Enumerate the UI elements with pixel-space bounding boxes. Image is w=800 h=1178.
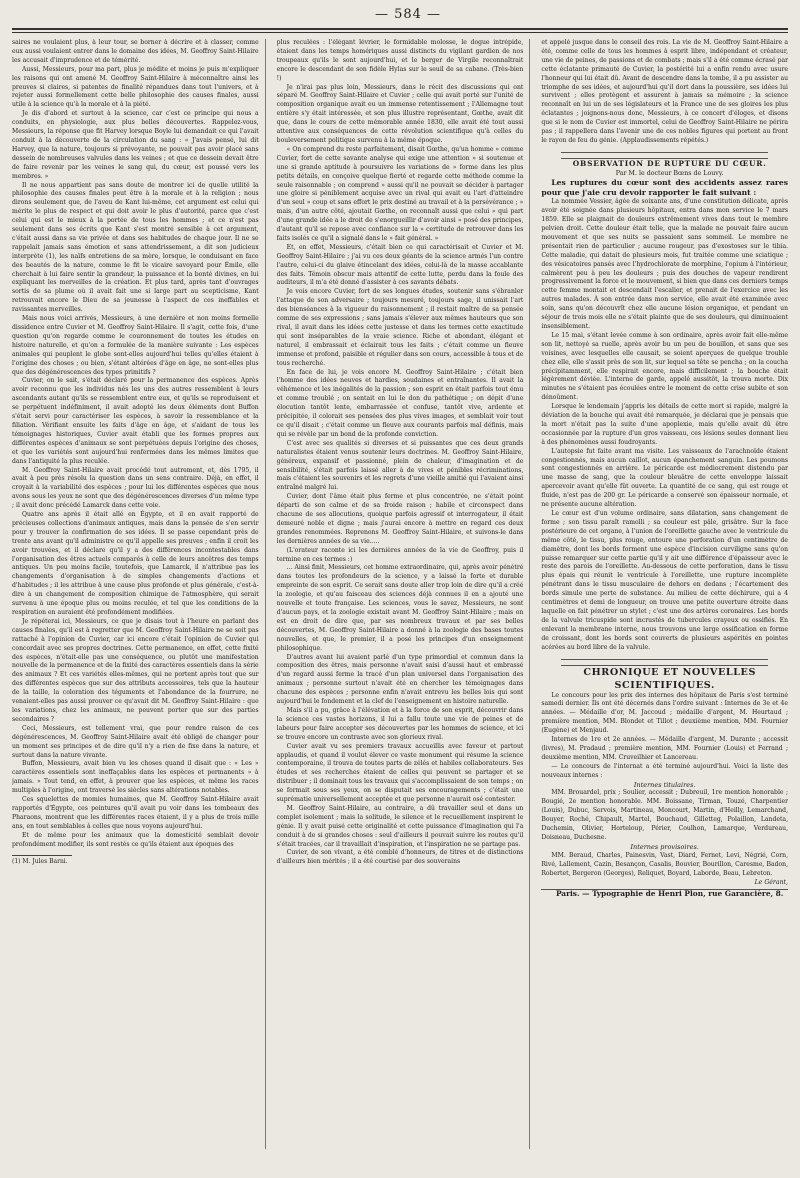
chronicle-title: CHRONIQUE ET NOUVELLES SCIENTIFIQUES. bbox=[583, 666, 756, 691]
header-rule bbox=[12, 28, 788, 33]
paragraph: Cuvier, on le sait, s'était déclaré pour la permanence des espèces. Après avoir reconnu que les individus nés les uns des autres ressemblent à leurs ascendants autant qu'ils se ressemblent entre eux, et qu'ils se reproduisent et se perpétuent indéfiniment, il avait adopté les deux éléments dont Buffon s'était servi pour caractériser les espèces, à savoir la ressemblance et la filiation. Vérifiant ensuite les faits d'âge en âge, et s'aidant de tous les témoignages historiques, Cuvier avait établi que les formes propres aux différentes espèces d'animaux se sont perpétuées depuis l'origine des choses, et que les variétés sont aujourd'hui renfermées dans les mêmes limites que dans l'antiquité la plus reculée. bbox=[12, 377, 259, 465]
paragraph: L'autopsie fut faite avant ma visite. Les vaisseaux de l'arachnoïde étaient congestionnés, mais aucun caillot, aucun épanchement sanguin. Les poumons sont congestionnés en arrière. Le péricarde est médiocrement distendu par une masse de sang, que la couleur bleuâtre de cette enveloppe laissait apercevoir avant qu'elle fût ouverte. La quantité de ce sang, qui est rouge et fluide, n'est pas de 200 gr. Le péricarde a conservé son épaisseur normale, et ne présente aucune altération. bbox=[541, 447, 788, 509]
paragraph: La nommée Vessier, âgée de soixante ans, d'une constitution délicate, après avoir été soignée dans plusieurs hôpitaux, entra dans mon service le 7 mars 1859. Elle se plaignait de douleurs extrêmement vives dans tout le membre pelvien droit. Cette douleur était telle, que la malade ne pouvait faire aucun mouvement et que ses nuits se passaient sans sommeil. Le membre ne présentait rien de particulier ; aucune rougeur, pas d'exostoses sur le tibia. Cette maladie, qui datait de plusieurs mois, fut traitée comme une sciatique ; des vésicatoires pansés avec l'hydrochlorate de morphine, l'opium à l'intérieur, calmèrent peu à peu les douleurs ; puis des douches de vapeur rendirent progressivement la force et le mouvement, si bien que dans ces derniers temps cette femme montait et descendait l'escalier, et prenait de l'exercice avec les autres malades. À son entrée dans mon service, elle avait été examinée avec soin, sans qu'on découvrît chez elle aucune lésion organique, et pendant un séjour de trois mois elle ne s'était plainte que de ses douleurs, qui diminuaient insensiblement. bbox=[541, 198, 788, 330]
paragraph: — Le concours de l'internat a été terminé aujourd'hui. Voici la liste des nouveaux internes : bbox=[541, 762, 788, 779]
paragraph: et appelé jusque dans le conseil des rois. La vie de M. Geoffroy Saint-Hilaire a été, comme celle de tous les hommes à esprit libre, indépendant et créateur, une vie de peines, de passions et de combats ; mais s'il a été comme écrasé par cette éclatante primauté de Cuvier, la postérité lui a enfin rendu avec usure l'honneur qui lui était dû. Avant de descendre dans la tombe, il a pu assister au triomphe de ses idées, et aujourd'hui qu'il dort dans la poussière, ses idées lui survivent ; elles protègent et assurent à jamais sa mémoire ; la science reconnaît en lui un de ses législateurs et la France une de ses gloires les plus éclatantes ; joignons-nous donc, Messieurs, à ce concert d'éloges, et disons que si le nom de Cuvier est immortel, celui de Geoffroy Saint-Hilaire ne périra pas ; il rappellera dans l'avenir une de ces nobles figures qui portent au front le rayon de feu du génie. (Applaudissements répétés.) bbox=[541, 39, 788, 144]
page-number: — 584 — bbox=[374, 7, 442, 22]
paragraph: saires ne voulaient plus, à leur tour, se borner à décrire et à classer, comme eux aussi voulaient entrer dans le domaine des idées, M. Geoffroy Saint-Hilaire les accusait d'imprudence et de témérité. bbox=[12, 39, 259, 64]
observation-byline: Par M. le docteur Bœns de Louvy. bbox=[615, 169, 724, 177]
footnote: (1) M. Jules Barni. bbox=[12, 858, 68, 866]
section-divider bbox=[561, 659, 768, 666]
paragraph: C'est avec ses qualités si diverses et si puissantes que ces deux grands naturalistes étaient venus soutenir leurs doctrines. M. Geoffroy Saint-Hilaire, généreux, expansif et passionné, plein de chaleur, d'imagination et de sensibilité, s'était parfois laissé aller à de vives et pénibles récriminations, mais c'étaient les souvenirs et les regrets d'une vieille amitié qui l'avaient ainsi entraîné malgré lui. bbox=[276, 439, 524, 492]
paragraph: Je répéterai ici, Messieurs, ce que je disais tout à l'heure en parlant des causes finales, qu'il est à regretter que M. Geoffroy Saint-Hilaire ne se soit pas rattaché à l'opinion de Cuvier, car ici encore c'était l'opinion de Cuvier qui concordait avec ses propres doctrines. Cette permanence, en effet, cette fixité des espèces, n'était-elle pas une conséquence, ou plutôt une manifestation nouvelle de la permanence et de la fixité des caractères essentiels dans la série des animaux ? Et ces variétés elles-mêmes, qui ne portent après tout que sur des différentes espèces que sur des attributs accessoires, tels que la hauteur de la taille, la coloration des téguments et l'abondance de la fourrure, ne venaient-elles pas aussi prouver ce qu'avait dit M. Geoffroy Saint-Hilaire : que les variations, chez les animaux, ne peuvent porter que sur des parties secondaires ? bbox=[12, 617, 259, 723]
paragraph: Quatre ans après il était allé en Égypte, et il en avait rapporté de précieuses collections d'animaux antiques, mais dans la pensée de s'en servir pour y trouver la confirmation de ses idées. Il se passe cependant près de trente ans avant qu'il administre ce qu'il appelle ses preuves ; enfin il croit les avoir trouvées, et il déclare qu'il y a des différences incontestables dans l'organisation des êtres actuels comparés à celle de leurs ancêtres des temps antiques. Un peu moins facile, toutefois, que Lamarck, il n'attribue pas les changements d'organisation à de simples changements d'actions et d'habitudes ; il les attribue à une cause plus profonde et plus générale, c'est-à-dire à un changement de composition chimique de l'atmosphère, qui serait survenu à une époque plus ou moins reculée, et tel que les conditions de la respiration en auraient été profondément modifiées. bbox=[12, 511, 259, 616]
paragraph: Cuvier avait vu ses premiers travaux accueillis avec faveur et partout applaudis, et quand il voulut élever ce vaste monument qui résume la science contemporaine, il trouva de toutes parts de zélés et habiles collaborateurs. Ses études et ses recherches étaient de celles qui peuvent se partager et se distribuer ; il dominait tous les travaux qui s'accomplissaient de son temps ; on se formait sous ses yeux, on se disputait ses encouragements ; c'était une suprématie universellement acceptée et que personne n'aurait osé contester. bbox=[276, 742, 524, 804]
observation-lead: Les ruptures du cœur sont des accidents assez rares pour que j'aie cru devoir rapporter le fait suivant : bbox=[541, 177, 788, 198]
paragraph: Lorsque le lendemain j'appris les détails de cette mort si rapide, malgré la déviation de la bouche qui avait été remarquée, je déclarai que je pensais que la mort n'était pas la suite d'une apoplexie, mais qu'elle avait dû être occasionnée par la rupture d'un gros vaisseau, ces lésions seules donnant lieu à des phénomènes aussi foudroyants. bbox=[541, 403, 788, 446]
paragraph: Je dis d'abord et surtout à la science, car c'est ce principe qui nous a conduits, en physiologie, aux plus belles découvertes. Rappelez-vous, Messieurs, la réponse que fit Harvey lorsque Boyle lui demandait ce qui l'avait conduit à la découverte de la circulation du sang : « J'avais pensé, lui dit Harvey, que la nature, toujours si prévoyante, ne pouvait pas avoir placé sans dessein de nombreuses valvules dans les veines ; et que ce dessein devait être de faire revenir par les veines le sang qui, du cœur, est poussé vers les membres. » bbox=[12, 110, 259, 180]
section-divider bbox=[561, 152, 768, 159]
paragraph: ... Ainsi finit, Messieurs, cet homme extraordinaire, qui, après avoir pénétré dans toutes les profondeurs de la science, y a laissé la forte et durable empreinte de son esprit. Ce serait sans doute aller trop loin de dire qu'il a créé la zoologie, et qu'au faisceau des sciences déjà connues il en a ajouté une nouvelle et toute française. Les sciences, vous le savez, Messieurs, ne sont d'aucun pays, et la zoologie existait avant M. Geoffroy Saint-Hilaire ; mais on est en droit de dire que, par ses nombreux travaux et par ses belles découvertes, M. Geoffroy Saint-Hilaire a donné à la zoologie des bases toutes nouvelles, et que, le premier, il a posé les principes d'un enseignement philosophique. bbox=[276, 564, 524, 652]
observation-title: OBSERVATION DE RUPTURE DU CŒUR. bbox=[572, 158, 767, 168]
paragraph: « On comprend du reste parfaitement, disait Gœthe, qu'un homme » comme Cuvier, fort de cette savante analyse qui exige une attention » si soutenue et une si grande aptitude à poursuivre les variations de » forme dans les plus petits détails, en conçoive quelque fierté et regarde cette méthode comme la seule raisonnable ; on comprend » aussi qu'il ne pouvait se décider à partager une gloire si péniblement acquise avec un rival qui avait eu l'art d'atteindre d'un seul » coup et sans effort le prix destiné au travail et à la persévérance ; » mais, d'un autre côté, ajoutait Gœthe, on reconnaît aussi que celui » qui part d'une grande idée a le droit de s'enorgueillir d'avoir ainsi » posé des principes, d'autant qu'il se repose avec confiance sur la » certitude de retrouver dans les faits isolés ce qu'il a signalé dans le » fait général. » bbox=[276, 145, 524, 242]
paragraph: (L'orateur raconte ici les dernières années de la vie de Geoffroy, puis il termine en ces termes :) bbox=[276, 546, 524, 563]
paragraph: M. Geoffroy Saint-Hilaire avait procédé tout autrement, et, dès 1795, il avait à peu près résolu la question dans un sens contraire. Déjà, en effet, il croyait à la variabilité des espèces ; pour lui les différentes espèces que nous avons sous les yeux ne sont que des dégénérescences diverses d'un même type ; il avait donc précédé Lamarck dans cette voie. bbox=[12, 466, 259, 510]
paragraph: Le concours pour les prix des internes des hôpitaux de Paris s'est terminé samedi dernier. Ils ont été décernés dans l'ordre suivant : Internes de 3e et 4e années. — Médaille d'or, M. Jaccoud ; médaille d'argent, M. Heurtaud ; première mention, MM. Blondet et Tillot ; deuxième mention, MM. Fournier (Eugène) et Menjaud. bbox=[541, 691, 788, 735]
paragraph: Ces squelettes de momies humaines, que M. Geoffroy Saint-Hilaire avait rapportés d'Égypte, ces peintures qu'il avait pu voir dans les tombeaux des Pharaons, montrent que les différentes races étaient, il y a plus de trois mille ans, en tout semblables à celles que nous voyons aujourd'hui. bbox=[12, 796, 259, 830]
column-3 bbox=[541, 39, 788, 1149]
titulaires-heading: Internes titulaires. bbox=[633, 780, 696, 789]
paragraph: Et, en effet, Messieurs, c'était bien ce qui caractérisait et Cuvier et M. Geoffroy Saint-Hilaire ; j'ai vu ces deux géants de la science armés l'un contre l'autre, celui-ci du glaive étincelant des idées, celui-là de la masse accablante des faits. Témoin obscur mais attentif de cette lutte, perdu dans la foule des auditeurs, il m'a été donné d'assister à ces savants débats. bbox=[276, 243, 524, 287]
paragraph: M. Geoffroy Saint-Hilaire, au contraire, a dû travailler seul et dans un complet isolement ; mais la solitude, le silence et le recueillement inspirent le génie. Il y avait puisé cette originalité et cette puissance d'imagination qui l'a conduit à de si grandes choses : seul d'ailleurs il pouvait suivre les routes qu'il s'était tracées, car il travaillait d'inspiration, et l'inspiration ne se partage pas. bbox=[276, 804, 524, 848]
paragraph: Buffon, Messieurs, avait bien vu les choses quand il disait que : « Les » caractères essentiels sont ineffaçables dans les espèces et permanents » à jamais. » Tout tend, en effet, à prouver que les espèces, et même les races multiples à l'origine, ont traversé les siècles sans altérations notables. bbox=[12, 760, 259, 795]
columns bbox=[12, 39, 788, 1149]
paragraph: Cuvier, de son vivant, a été comblé d'honneurs, de titres et de distinctions d'ailleurs bien mérités ; il a été courtisé par des souverains bbox=[276, 849, 524, 866]
paragraph: Ceci, Messieurs, est tellement vrai, que pour rendre raison de ces dégénérescences, M. Geoffroy Saint-Hilaire avait été obligé de changer pour un moment ses principes et de dire qu'il n'y a rien de fixe dans la nature, et surtout dans la nature vivante. bbox=[12, 724, 259, 759]
paragraph: Internes de 1re et 2e années. — Médaille d'argent, M. Durante ; accessit (livres), M. Pradaud ; première mention, MM. Fournier (Louis) et Ferrand ; deuxième mention, MM. Cruveilhier et Lancereau. bbox=[541, 736, 788, 761]
paragraph: Mais nous voici arrivés, Messieurs, à une dernière et non moins formelle dissidence entre Cuvier et M. Geoffroy Saint-Hilaire. Il s'agit, cette fois, d'une question qu'on regarde comme le couronnement de toutes les études en histoire naturelle, et qu'on a formulée de la manière suivante : Les espèces animales qui peuplent le globe sont-elles aujourd'hui telles qu'elles étaient à l'origine des choses ; ou bien, s'étant altérées d'âge en âge, ne sont-elles plus que des dégénérescences des types primitifs ? bbox=[12, 315, 259, 376]
paragraph: Je n'irai pas plus loin, Messieurs, dans le récit des discussions qui ont séparé M. Geoffroy Saint-Hilaire et Cuvier ; celle qui avait porté sur l'unité de composition organique avait eu un immense retentissement ; l'Allemagne tout entière s'y était intéressée, et son plus illustre représentant, Gœthe, avait dit que, dans le cours de cette mémorable année 1830, elle avait été tout aussi attentive aux conséquences de cette révolution scientifique qu'à celles du bouleversement politique survenu à la même époque. bbox=[276, 83, 524, 144]
signature: Le Gérant, bbox=[541, 879, 788, 891]
page-header bbox=[12, 6, 788, 26]
paragraph: Il ne nous appartient pas sans doute de montrer ici de quelle utilité la philosophie des causes finales peut être à la morale et à la religion ; nous dirons seulement que, de l'aveu de Kant lui-même, cet argument est celui qui mérite le plus de respect et qui doit avoir le plus d'autorité, parce que c'est celui qui est le mieux à la portée de tous les hommes ; et ce n'est pas seulement dans ses écrits que Kant s'est montré sensible à cet argument, c'était aussi dans sa vie privée et dans ses habitudes de chaque jour. Il ne se rappelait jamais sans émotion et sans attendrissement, a dit son judicieux interprète (1), les naïfs entretiens de sa mère, lorsque, le conduisant en face des beautés de la nature, comme le fit le vicaire savoyard pour Émile, elle cherchait à lui faire sentir la grandeur, la puissance et la bonté divines, en lui expliquant les merveilles de la création. Et plus tard, après tant d'ouvrages sortis de sa plume où il avait fait une si large part au scepticisme, Kant retrouvait encore le Dieu de sa jeunesse à l'aspect de ces ineffables et ravissantes merveilles. bbox=[12, 181, 259, 314]
paragraph: En face de lui, je vois encore M. Geoffroy Saint-Hilaire ; c'était bien l'homme des idées neuves et hardies, soudaines et entraînantes. Il avait la véhémence et les inégalités de la passion ; son esprit en était parfois tout ému et comme troublé ; on sentait en lui le don du pathétique ; on dépit d'une élocution tantôt lente, embarrassée et confuse, tantôt vive, ardente et précipitée, il colorait ses pensées des plus vives images, et semblait voir tout ce qu'il disait ; c'était comme un fleuve aux courants parfois mal définis, mais qui se révèle par un bond de la profonde conviction. bbox=[276, 368, 524, 438]
paragraph: Et de même pour les animaux que la domesticité semblait devoir profondément modifier, ils sont restés ce qu'ils étaient aux époques des bbox=[12, 831, 259, 848]
paragraph: Mais s'il a pu, grâce à l'élévation et à la force de son esprit, découvrir dans la science ces vastes horizons, il lui a fallu toute une vie de peines et de labeurs pour faire accepter ses découvertes par les hommes de science, et ici se trouve encore un contraste avec son glorieux rival. bbox=[276, 706, 524, 741]
paragraph: MM. Beraud, Charles, Painesvin, Vast, Diard, Fernet, Levi, Négrié, Corn, Rivé, Lallement, Cazin, Besançon, Casalis, Bouvier, Bourillon, Caresme, Badon, Robertet, Bergeron (Georges), Reliquet, Boyard, Laborde, Beau, Lebreton. bbox=[541, 851, 788, 877]
paragraph: MM. Brouardel, prix ; Soulier, accessit ; Dubreuil, 1re mention honorable ; Bougié, 2e mention honorable. MM. Boissane, Tirman, Touzé, Charpentier (Louis), Dubuc, Servois, Martineau, Moncourt, Martin, d'Heilly, Lemarchand, Bouyer, Roché, Chipault, Martel, Bouchaud, Gilletteg, Polaillon, Landeta, Duchemin, Olivier, Horteloup, Périer, Coulhon, Lamarque, Verdureau, Doisneau, Duchesne. bbox=[541, 789, 788, 841]
paragraph: plus reculées : l'élégant lévrier, le formidable molosse, le dogue intrépide, étaient dans les temps homériques aussi distincts du vigilant gardien de nos troupeaux qu'ils le sont aujourd'hui, et le berger de Virgile reconnaîtrait encore le descendant de son fidèle Hylas sur le seuil de sa cabane. (Très-bien !) bbox=[276, 39, 524, 82]
paragraph: Le cœur est d'un volume ordinaire, sans dilatation, sans changement de forme ; son tissu paraît ramolli ; sa couleur est pâle, grisâtre. Sur la face postérieure de cet organe, à l'union de l'oreillette gauche avec le ventricule du même côté, le tissu, plus rouge, entoure une perforation d'un centimètre de diamètre, dont les bords forment une espèce d'incision curviligne sans qu'on puisse remarquer sur cette partie qu'il y ait une différence d'épaisseur avec le reste des parois de l'oreillette. Au-dessous de cette perforation, dans le tissu plus épais qui réunit le ventricule à l'oreillette, une rupture incomplète pénétrant dans le tissu musculaire de dehors en dedans ; l'écartement des bords simule une perte de substance. Au milieu de cette déchirure, qui a 4 centimètres et demi de longueur, on trouve une petite ouverture étroite dans laquelle on fait pénétrer un stylet ; c'est une des artères coronaires. Les bords de la valvule tricuspide sont incrustés de tubercules crayeux ou ossifiés. En enlevant la membrane interne, nous trouvons une large ossification en forme de croissant, dont les bords sont couverts de plusieurs aspérités en pointes acérées au bord libre de la valvule. bbox=[541, 510, 788, 651]
paragraph: Aussi, Messieurs, pour ma part, plus je médite et moins je puis m'expliquer les raisons qui ont amené M. Geoffroy Saint-Hilaire à méconnaître ainsi les preuves si claires, si patentes de finalité répandues dans tout l'univers, et à rejeter aussi formellement cette belle philosophie des causes finales, aussi utile à la science qu'à la morale et à la piété. bbox=[12, 65, 259, 109]
paragraph: Le 15 mai, s'étant levée comme à son ordinaire, après avoir fait elle-même son lit, nettoyé sa ruelle, après avoir bu un peu de bouillon, et sans que ses voisines, avec lesquelles elle causait, se soient aperçues de quelque trouble chez elle, elle s'assit près de son lit, sur lequel sa tête se pencha ; on la coucha précipitamment, elle respirait encore, mais difficilement ; la bouche était légèrement déviée. L'interne de garde, appelé aussitôt, la trouva morte. Dix minutes ne s'étaient pas écoulées entre le moment de cette crise subite et son dénoûment. bbox=[541, 331, 788, 402]
paragraph: Cuvier, dont l'âme était plus ferme et plus concentrée, ne s'était point départi de son calme et de sa froide raison ; habile et circonspect dans chacune de ses allocutions, quoique parfois agressif et interrogateur, il était demeuré noble et digne ; mais j'aurai encore à mettre en regard ces deux grandes renommées. Reprenons M. Geoffroy Saint-Hilaire, et suivons-le dans les dernières années de sa vie..... bbox=[276, 493, 524, 545]
footnote-rule bbox=[12, 855, 72, 856]
printer-line: Paris. — Typographie de Henri Plon, rue Garancière, 8. bbox=[555, 889, 784, 899]
column-2 bbox=[277, 39, 531, 1149]
provisoires-heading: Internes provisoires. bbox=[630, 842, 699, 851]
column-1 bbox=[12, 39, 266, 1149]
paragraph: D'autres avant lui avaient parlé d'un type primordial et commun dans la composition des êtres, mais personne n'avait saisi d'aussi haut et embrassé d'un regard aussi ferme la tracé d'un plan universel dans l'organisation des animaux ; personne surtout n'avait été en chercher les témoignages dans chacune des espèces ; personne enfin n'avait entrevu les belles lois qui sont aujourd'hui le fondement et la clef de l'enseignement en histoire naturelle. bbox=[276, 653, 524, 706]
paragraph: Je vois encore Cuvier, fort de ses longues études, soutenir sans s'ébranler l'attaque de son adversaire ; toujours mesuré, toujours sage, il unissait l'art des bienséances à la vigueur du raisonnement ; il restait maître de sa pensée comme de ses expressions ; sans jamais s'élever aux mêmes hauteurs que son rival, il avait dans les idées cette justesse et dans les termes cette exactitude qui sont inséparables de la vraie science. Riche et abondant, élégant et naturel, il embrassait et éclairait tous les faits ; c'était comme un fleuve immense et profond, paisible et régulier dans son cours, accessible à tous et de tous recherché. bbox=[276, 288, 524, 367]
